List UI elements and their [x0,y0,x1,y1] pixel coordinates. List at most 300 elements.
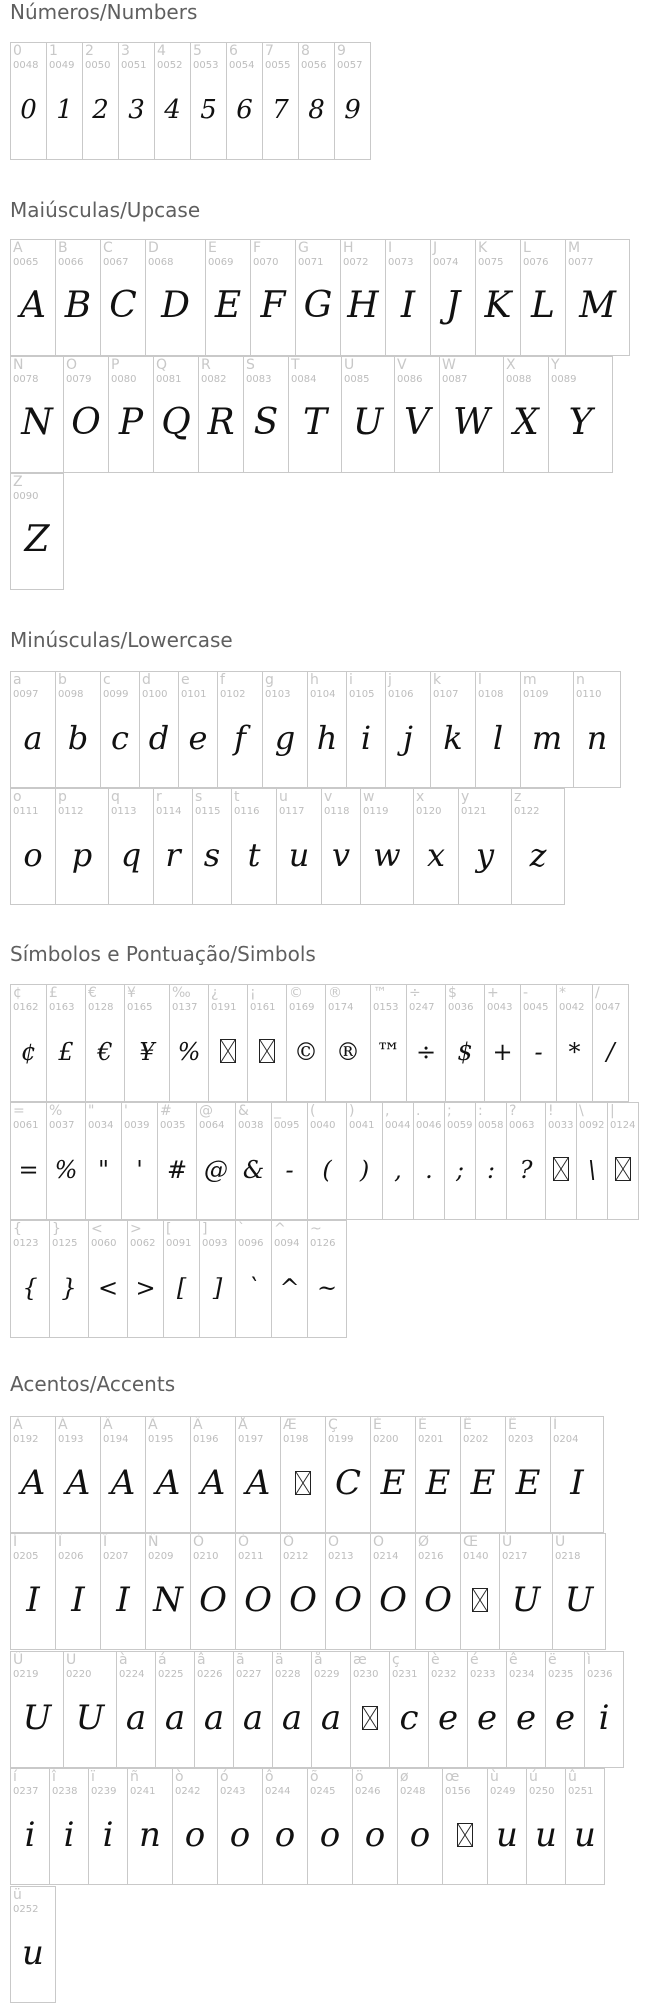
glyph-cell [10,1416,56,1533]
character-code: 0045 [523,1002,549,1013]
glyph-sample: Z [24,519,50,560]
character-code: 0162 [13,1002,39,1013]
character-code: 0137 [172,1002,198,1013]
glyph-cell [235,1416,281,1533]
glyph-cell [394,356,440,473]
character-code: 0090 [13,491,39,502]
glyph-sample: s [203,836,221,874]
glyph-cell [276,788,322,905]
character-label: Q [156,357,168,373]
glyph-sample: B [64,285,92,326]
character-code: 0034 [88,1120,114,1131]
glyph-sample: q [120,836,142,874]
character-label: k [433,672,442,688]
character-code: 0096 [238,1238,264,1249]
character-code: 0113 [111,806,137,817]
character-label: m [523,672,537,688]
character-label: [ [166,1221,172,1237]
character-code: 0044 [385,1120,411,1131]
character-code: 0103 [265,689,291,700]
glyph-cell [415,1416,461,1533]
glyph-cell [325,1416,371,1533]
glyph-sample: I [400,285,416,326]
character-label: ø [400,1769,409,1785]
character-code: 0085 [344,374,370,385]
character-label: Ë [508,1417,517,1433]
character-code: 0112 [58,806,84,817]
glyph-sample: ; [455,1156,465,1184]
glyph-cell [235,1533,281,1650]
glyph-cell [556,984,593,1102]
character-code: 0125 [52,1238,78,1249]
glyph-sample: M [579,285,616,326]
character-code: 0035 [160,1120,186,1131]
character-label: < [91,1221,103,1237]
glyph-cell [346,1102,383,1220]
glyph-sample: E [214,285,242,326]
glyph-cell [506,1102,546,1220]
character-label: : [478,1103,483,1119]
glyph-cell [430,239,476,356]
glyph-sample: % [177,1038,201,1066]
character-code: 0238 [52,1786,78,1797]
character-label: ñ [130,1769,139,1785]
missing-glyph-icon [472,1588,488,1612]
character-code: 0174 [328,1002,354,1013]
glyph-cell [499,1533,553,1650]
character-label: W [442,357,456,373]
glyph-sample: b [67,719,89,757]
glyph-cell [484,984,521,1102]
glyph-cell [565,1768,605,1885]
character-code: 0239 [91,1786,117,1797]
glyph-sample: o [23,836,43,874]
glyph-cell [341,356,395,473]
glyph-sample: U [22,1698,52,1738]
character-label: ù [490,1769,499,1785]
glyph-cell [100,671,140,788]
character-code: 0204 [553,1434,579,1445]
character-code: 0036 [448,1002,474,1013]
glyph-cell [352,1768,398,1885]
character-code: 0038 [238,1120,264,1131]
glyph-sample: o [364,1815,386,1855]
character-label: Ç [328,1417,338,1433]
glyph-sample: E [380,1463,406,1503]
character-label: H [343,240,354,256]
glyph-cell [217,1768,263,1885]
character-label: ç [392,1652,400,1668]
glyph-cell [85,984,125,1102]
glyph-cell [584,1651,624,1768]
glyph-cell [458,788,512,905]
character-label: Ï [103,1534,108,1550]
glyph-sample: - [285,1156,294,1184]
glyph-sample: w [373,836,401,874]
glyph-cell [198,356,244,473]
character-label: , [385,1103,390,1119]
character-code: 0077 [568,257,594,268]
character-code: 0063 [509,1120,535,1131]
glyph-cell [88,1768,128,1885]
glyph-cell [55,671,101,788]
character-code: 0228 [275,1669,301,1680]
character-code: 0073 [388,257,414,268]
glyph-cell [334,42,371,160]
glyph-sample: C [334,1463,361,1503]
glyph-sample: 1 [56,95,73,125]
character-label: À [13,1417,23,1433]
character-code: 0072 [343,257,369,268]
glyph-sample: 4 [164,95,181,125]
character-code: 0098 [58,689,84,700]
character-label: 9 [337,43,346,59]
glyph-sample: A [20,1463,46,1503]
glyph-sample: 5 [200,95,217,125]
glyph-cell [178,671,218,788]
glyph-sample: g [274,719,296,757]
character-label: L [523,240,531,256]
character-label: œ [445,1769,460,1785]
character-code: 0201 [418,1434,444,1445]
character-label: t [234,789,240,805]
glyph-cell [262,671,308,788]
character-code: 0066 [58,257,84,268]
character-code: 0227 [236,1669,262,1680]
character-label: j [388,672,392,688]
glyph-cell [370,984,407,1102]
glyph-sample: ¥ [139,1038,155,1066]
character-label: ô [265,1769,274,1785]
character-code: 0169 [289,1002,315,1013]
glyph-sample: L [531,285,555,326]
character-label: P [111,357,120,373]
character-code: 0121 [461,806,487,817]
glyph-cell [55,788,109,905]
character-code: 0076 [523,257,549,268]
glyph-sample: # [166,1156,188,1184]
character-label: © [289,985,303,1001]
glyph-cell [243,356,289,473]
character-label: a [13,672,22,688]
character-code: 0059 [447,1120,473,1131]
glyph-sample: " [97,1156,110,1184]
character-label: ‰ [172,985,191,1001]
glyph-cell [157,1102,197,1220]
character-code: 0033 [548,1120,574,1131]
glyph-cell [49,1768,89,1885]
glyph-cell [272,1651,312,1768]
glyph-sample: D [161,285,190,326]
character-label: ò [175,1769,184,1785]
character-code: 0200 [373,1434,399,1445]
glyph-sample: i [63,1815,75,1855]
character-code: 0237 [13,1786,39,1797]
character-code: 0156 [445,1786,471,1797]
glyph-cell [545,1102,577,1220]
glyph-cell [100,1416,146,1533]
glyph-cell [307,1768,353,1885]
character-code: 0197 [238,1434,264,1445]
glyph-sample: o [184,1815,206,1855]
character-code: 0193 [58,1434,84,1445]
character-code: 0075 [478,257,504,268]
character-label: J [433,240,438,256]
glyph-cell [208,984,248,1102]
glyph-cell [10,1651,64,1768]
character-label: w [363,789,375,805]
glyph-sample: i [598,1698,610,1738]
glyph-sample: T [302,402,327,443]
glyph-cell [118,42,155,160]
glyph-sample: O [244,1580,272,1620]
glyph-sample: a [125,1698,147,1738]
character-label: % [49,1103,63,1119]
character-code: 0117 [279,806,305,817]
glyph-sample: Q [161,402,191,443]
character-code: 0065 [13,257,39,268]
character-label: ¥ [127,985,136,1001]
character-code: 0244 [265,1786,291,1797]
character-code: 0192 [13,1434,39,1445]
glyph-cell [460,1533,500,1650]
character-label: ¢ [13,985,22,1001]
glyph-sample: u [496,1815,518,1855]
character-code: 0060 [91,1238,117,1249]
glyph-cell [382,1102,414,1220]
character-label: G [298,240,309,256]
glyph-sample: W [452,402,490,443]
glyph-cell [116,1651,156,1768]
missing-glyph-icon [457,1823,473,1847]
character-label: Ã [148,1417,158,1433]
character-label: ` [238,1221,245,1237]
character-code: 0047 [595,1002,621,1013]
glyph-cell [199,1220,236,1338]
glyph-sample: O [379,1580,407,1620]
glyph-sample: } [61,1274,77,1302]
character-code: 0195 [148,1434,174,1445]
character-label: Ø [418,1534,430,1550]
glyph-cell [55,1533,101,1650]
glyph-sample: ] [212,1274,223,1302]
character-code: 0057 [337,60,363,71]
glyph-cell [172,1768,218,1885]
character-label: h [310,672,319,688]
character-code: 0119 [363,806,389,817]
glyph-cell [250,239,296,356]
glyph-cell [385,671,431,788]
glyph-cell [487,1768,527,1885]
glyph-cell [307,1220,347,1338]
glyph-cell [108,788,154,905]
glyph-sample: e [554,1698,576,1738]
character-code: 0236 [587,1669,613,1680]
character-code: 0251 [568,1786,594,1797]
character-code: 0249 [490,1786,516,1797]
glyph-sample: K [484,285,512,326]
character-label: y [461,789,470,805]
character-label: ) [349,1103,355,1119]
glyph-sample: ™ [376,1038,401,1066]
character-code: 0084 [291,374,317,385]
character-label: * [559,985,566,1001]
section-title: Números/Numbers [10,0,198,24]
character-code: 0246 [355,1786,381,1797]
glyph-sample: l [492,719,504,757]
glyph-sample: o [229,1815,251,1855]
glyph-sample: [ [176,1274,187,1302]
glyph-sample: U [564,1580,594,1620]
glyph-cell [196,1102,236,1220]
character-code: 0046 [416,1120,442,1131]
character-code: 0243 [220,1786,246,1797]
glyph-cell [298,42,335,160]
character-code: 0081 [156,374,182,385]
character-code: 0209 [148,1551,174,1562]
glyph-sample: O [424,1580,452,1620]
character-code: 0108 [478,689,504,700]
glyph-sample: 3 [128,95,145,125]
character-label: n [576,672,585,688]
character-label: $ [448,985,457,1001]
character-code: 0202 [463,1434,489,1445]
character-label: u [279,789,288,805]
character-code: 0061 [13,1120,39,1131]
glyph-cell [10,984,47,1102]
glyph-sample: Y [568,402,593,443]
glyph-cell [145,239,206,356]
character-code: 0078 [13,374,39,385]
character-code: 0041 [349,1120,375,1131]
glyph-sample: O [334,1580,362,1620]
glyph-cell [46,1102,86,1220]
character-code: 0230 [353,1669,379,1680]
glyph-cell [350,1651,390,1768]
character-code: 0214 [373,1551,399,1562]
character-label: - [523,985,529,1001]
glyph-cell [271,1102,308,1220]
glyph-cell [370,1533,416,1650]
glyph-sample: n [586,719,608,757]
character-code: 0210 [193,1551,219,1562]
glyph-sample: I [570,1463,584,1503]
glyph-sample: I [116,1580,130,1620]
character-label: x [416,789,425,805]
character-label: r [156,789,162,805]
glyph-cell [520,239,566,356]
character-code: 0043 [487,1002,513,1013]
character-label: Y [551,357,560,373]
glyph-sample: / [606,1038,615,1066]
glyph-sample: & [242,1156,265,1184]
glyph-cell [439,356,504,473]
character-label: B [58,240,68,256]
glyph-sample: E [470,1463,496,1503]
character-code: 0104 [310,689,336,700]
character-label: 8 [301,43,310,59]
glyph-sample: ) [359,1156,370,1184]
glyph-sample: U [75,1698,105,1738]
character-label: î [52,1769,56,1785]
character-label: £ [49,985,58,1001]
glyph-sample: h [316,719,338,757]
character-code: 0191 [211,1002,237,1013]
character-label: q [111,789,120,805]
glyph-cell [325,984,371,1102]
character-label: U [344,357,355,373]
character-label: M [568,240,581,256]
character-code: 0207 [103,1551,129,1562]
glyph-sample: ¢ [20,1038,37,1066]
character-label: | [610,1103,615,1119]
character-label: Ê [463,1417,472,1433]
glyph-sample: 7 [272,95,289,125]
character-code: 0225 [158,1669,184,1680]
character-label: ö [355,1769,364,1785]
character-label: \ [579,1103,584,1119]
character-code: 0199 [328,1434,354,1445]
glyph-cell [573,671,621,788]
glyph-sample: j [403,719,413,757]
character-label: Å [238,1417,248,1433]
character-label: Ò [193,1534,205,1550]
character-code: 0194 [103,1434,129,1445]
character-label: ú [529,1769,538,1785]
character-label: I [388,240,393,256]
glyph-cell [190,42,227,160]
character-label: Í [13,1534,18,1550]
character-code: 0203 [508,1434,534,1445]
glyph-sample: a [23,719,43,757]
character-code: 0211 [238,1551,264,1562]
glyph-sample: P [118,402,144,443]
glyph-sample: t [247,836,261,874]
character-label: Ú [555,1534,566,1550]
character-code: 0118 [324,806,350,817]
glyph-cell [153,788,193,905]
character-label: È [373,1417,382,1433]
missing-glyph-icon [553,1157,569,1181]
glyph-cell [10,239,56,356]
glyph-sample: X [513,402,539,443]
glyph-sample: ` [247,1274,260,1302]
glyph-sample: A [65,1463,91,1503]
character-label: 6 [229,43,238,59]
glyph-cell [100,1533,146,1650]
glyph-sample: E [425,1463,451,1503]
glyph-cell [55,1416,101,1533]
character-code: 0124 [610,1120,636,1131]
glyph-sample: 6 [236,95,253,125]
character-code: 0092 [579,1120,605,1131]
glyph-sample: ? [519,1156,533,1184]
character-code: 0217 [502,1551,528,1562]
glyph-sample: - [534,1038,543,1066]
character-code: 0070 [253,257,279,268]
character-label: . [416,1103,421,1119]
glyph-sample: I [26,1580,40,1620]
character-code: 0094 [274,1238,300,1249]
character-code: 0083 [246,374,272,385]
glyph-sample: e [515,1698,537,1738]
glyph-cell [430,671,476,788]
glyph-sample: u [535,1815,557,1855]
glyph-cell [194,1651,234,1768]
character-label: ^ [274,1221,286,1237]
glyph-cell [475,1102,507,1220]
glyph-sample: 2 [92,95,109,125]
